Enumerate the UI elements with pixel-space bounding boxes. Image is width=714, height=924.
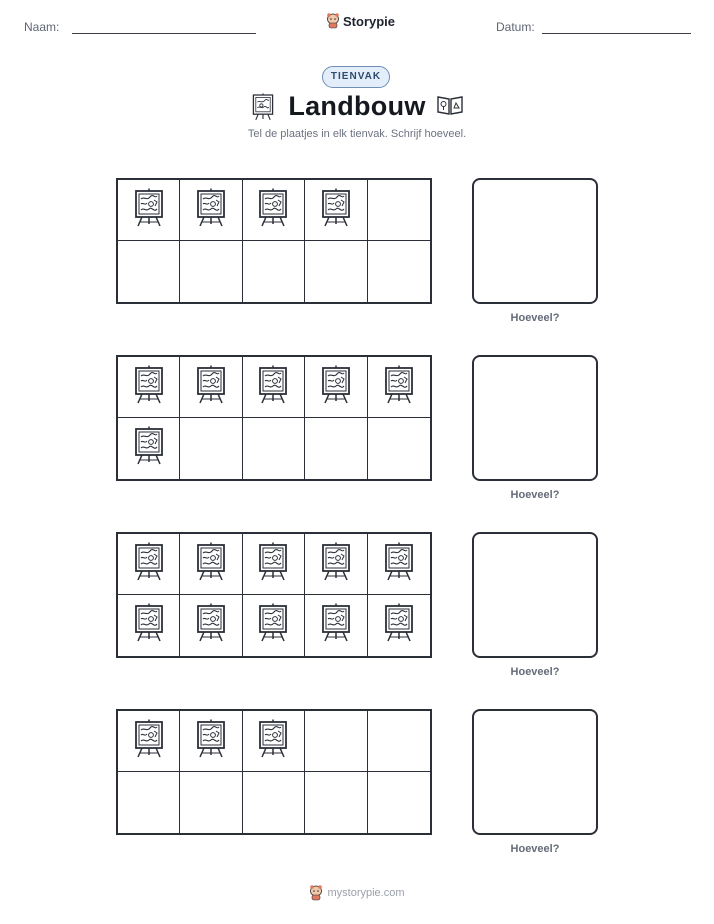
ten-frame-cell (180, 772, 242, 833)
ten-frame-cell (368, 534, 430, 595)
ten-frame (116, 532, 432, 658)
ten-frame-cell (118, 180, 180, 241)
painting-on-easel-icon (258, 719, 288, 764)
name-label: Naam: (24, 20, 60, 34)
answer-label: Hoeveel? (510, 666, 560, 678)
ten-frame-cell (118, 357, 180, 418)
ten-frame-cell (368, 772, 430, 833)
ten-frame-cell (118, 241, 180, 302)
ten-frame-cell (118, 772, 180, 833)
date-line[interactable] (542, 33, 691, 34)
ten-frame-cell (243, 534, 305, 595)
answer-label: Hoeveel? (510, 843, 560, 855)
ten-frame-cell (180, 180, 242, 241)
ten-frame-cell (118, 711, 180, 772)
ten-frame-cell (368, 711, 430, 772)
footer-url: mystorypie.com (327, 887, 405, 899)
ten-frame-cell (180, 241, 242, 302)
painting-on-easel-icon (321, 188, 351, 233)
footer (0, 885, 714, 901)
painting-on-easel-icon (196, 603, 226, 648)
answer-box[interactable] (472, 178, 598, 304)
painting-on-easel-icon (258, 188, 288, 233)
answer-label: Hoeveel? (510, 489, 560, 501)
ten-frame-cell (305, 241, 367, 302)
ten-frame-cell (243, 180, 305, 241)
ten-frame-cell (305, 180, 367, 241)
ten-frame-cell (243, 241, 305, 302)
ten-frame-cell (180, 595, 242, 656)
painting-on-easel-icon (134, 188, 164, 233)
painting-on-easel-icon (196, 542, 226, 587)
ten-frame-cell (368, 180, 430, 241)
ten-frame-cell (180, 534, 242, 595)
page-title: Landbouw (288, 91, 426, 121)
ten-frame-cell (305, 772, 367, 833)
ten-frame-cell (118, 418, 180, 479)
painting-on-easel-icon (321, 542, 351, 587)
painting-on-easel-icon (258, 542, 288, 587)
ten-frame-cell (243, 595, 305, 656)
answer-box[interactable] (472, 532, 598, 658)
ten-frame (116, 355, 432, 481)
ten-frame-cell (368, 357, 430, 418)
painting-on-easel-icon (134, 426, 164, 471)
ten-frame-cell (305, 711, 367, 772)
ten-frame (116, 709, 432, 835)
painting-on-easel-icon (134, 719, 164, 764)
painting-on-easel-icon (134, 365, 164, 410)
ten-frame-cell (305, 595, 367, 656)
category-badge: TIENVAK (322, 66, 390, 88)
painting-on-easel-icon (196, 365, 226, 410)
ten-frame-cell (368, 418, 430, 479)
painting-on-easel-icon (134, 542, 164, 587)
ten-frame-cell (243, 357, 305, 418)
painting-on-easel-icon (384, 365, 414, 410)
ten-frame-cell (368, 241, 430, 302)
ten-frame-cell (118, 595, 180, 656)
brand-logo (326, 13, 395, 29)
painting-on-easel-icon (196, 188, 226, 233)
mascot-icon (326, 13, 340, 29)
ten-frame-cell (305, 357, 367, 418)
mascot-icon (309, 885, 323, 901)
ten-frame-cell (180, 357, 242, 418)
ten-frame-cell (243, 772, 305, 833)
ten-frame-cell (180, 418, 242, 479)
name-line[interactable] (72, 33, 256, 34)
ten-frame-cell (305, 534, 367, 595)
ten-frame-cell (180, 711, 242, 772)
brand-name: Storypie (343, 13, 396, 29)
answer-box[interactable] (472, 355, 598, 481)
date-label: Datum: (496, 20, 535, 34)
ten-frame-cell (118, 534, 180, 595)
painting-on-easel-icon (134, 603, 164, 648)
painting-on-easel-icon (258, 365, 288, 410)
ten-frame-cell (243, 418, 305, 479)
painting-on-easel-icon (321, 365, 351, 410)
ten-frame (116, 178, 432, 304)
instruction-text: Tel de plaatjes in elk tienvak. Schrijf hoeveel. (247, 128, 467, 140)
painting-on-easel-icon (196, 719, 226, 764)
answer-label: Hoeveel? (510, 312, 560, 324)
painting-on-easel-icon (384, 603, 414, 648)
ten-frame-cell (368, 595, 430, 656)
painting-on-easel-icon (258, 603, 288, 648)
painting-on-easel-icon (321, 603, 351, 648)
painting-on-easel-icon (384, 542, 414, 587)
open-book-icon (436, 94, 464, 116)
ten-frame-cell (305, 418, 367, 479)
answer-box[interactable] (472, 709, 598, 835)
ten-frame-cell (243, 711, 305, 772)
